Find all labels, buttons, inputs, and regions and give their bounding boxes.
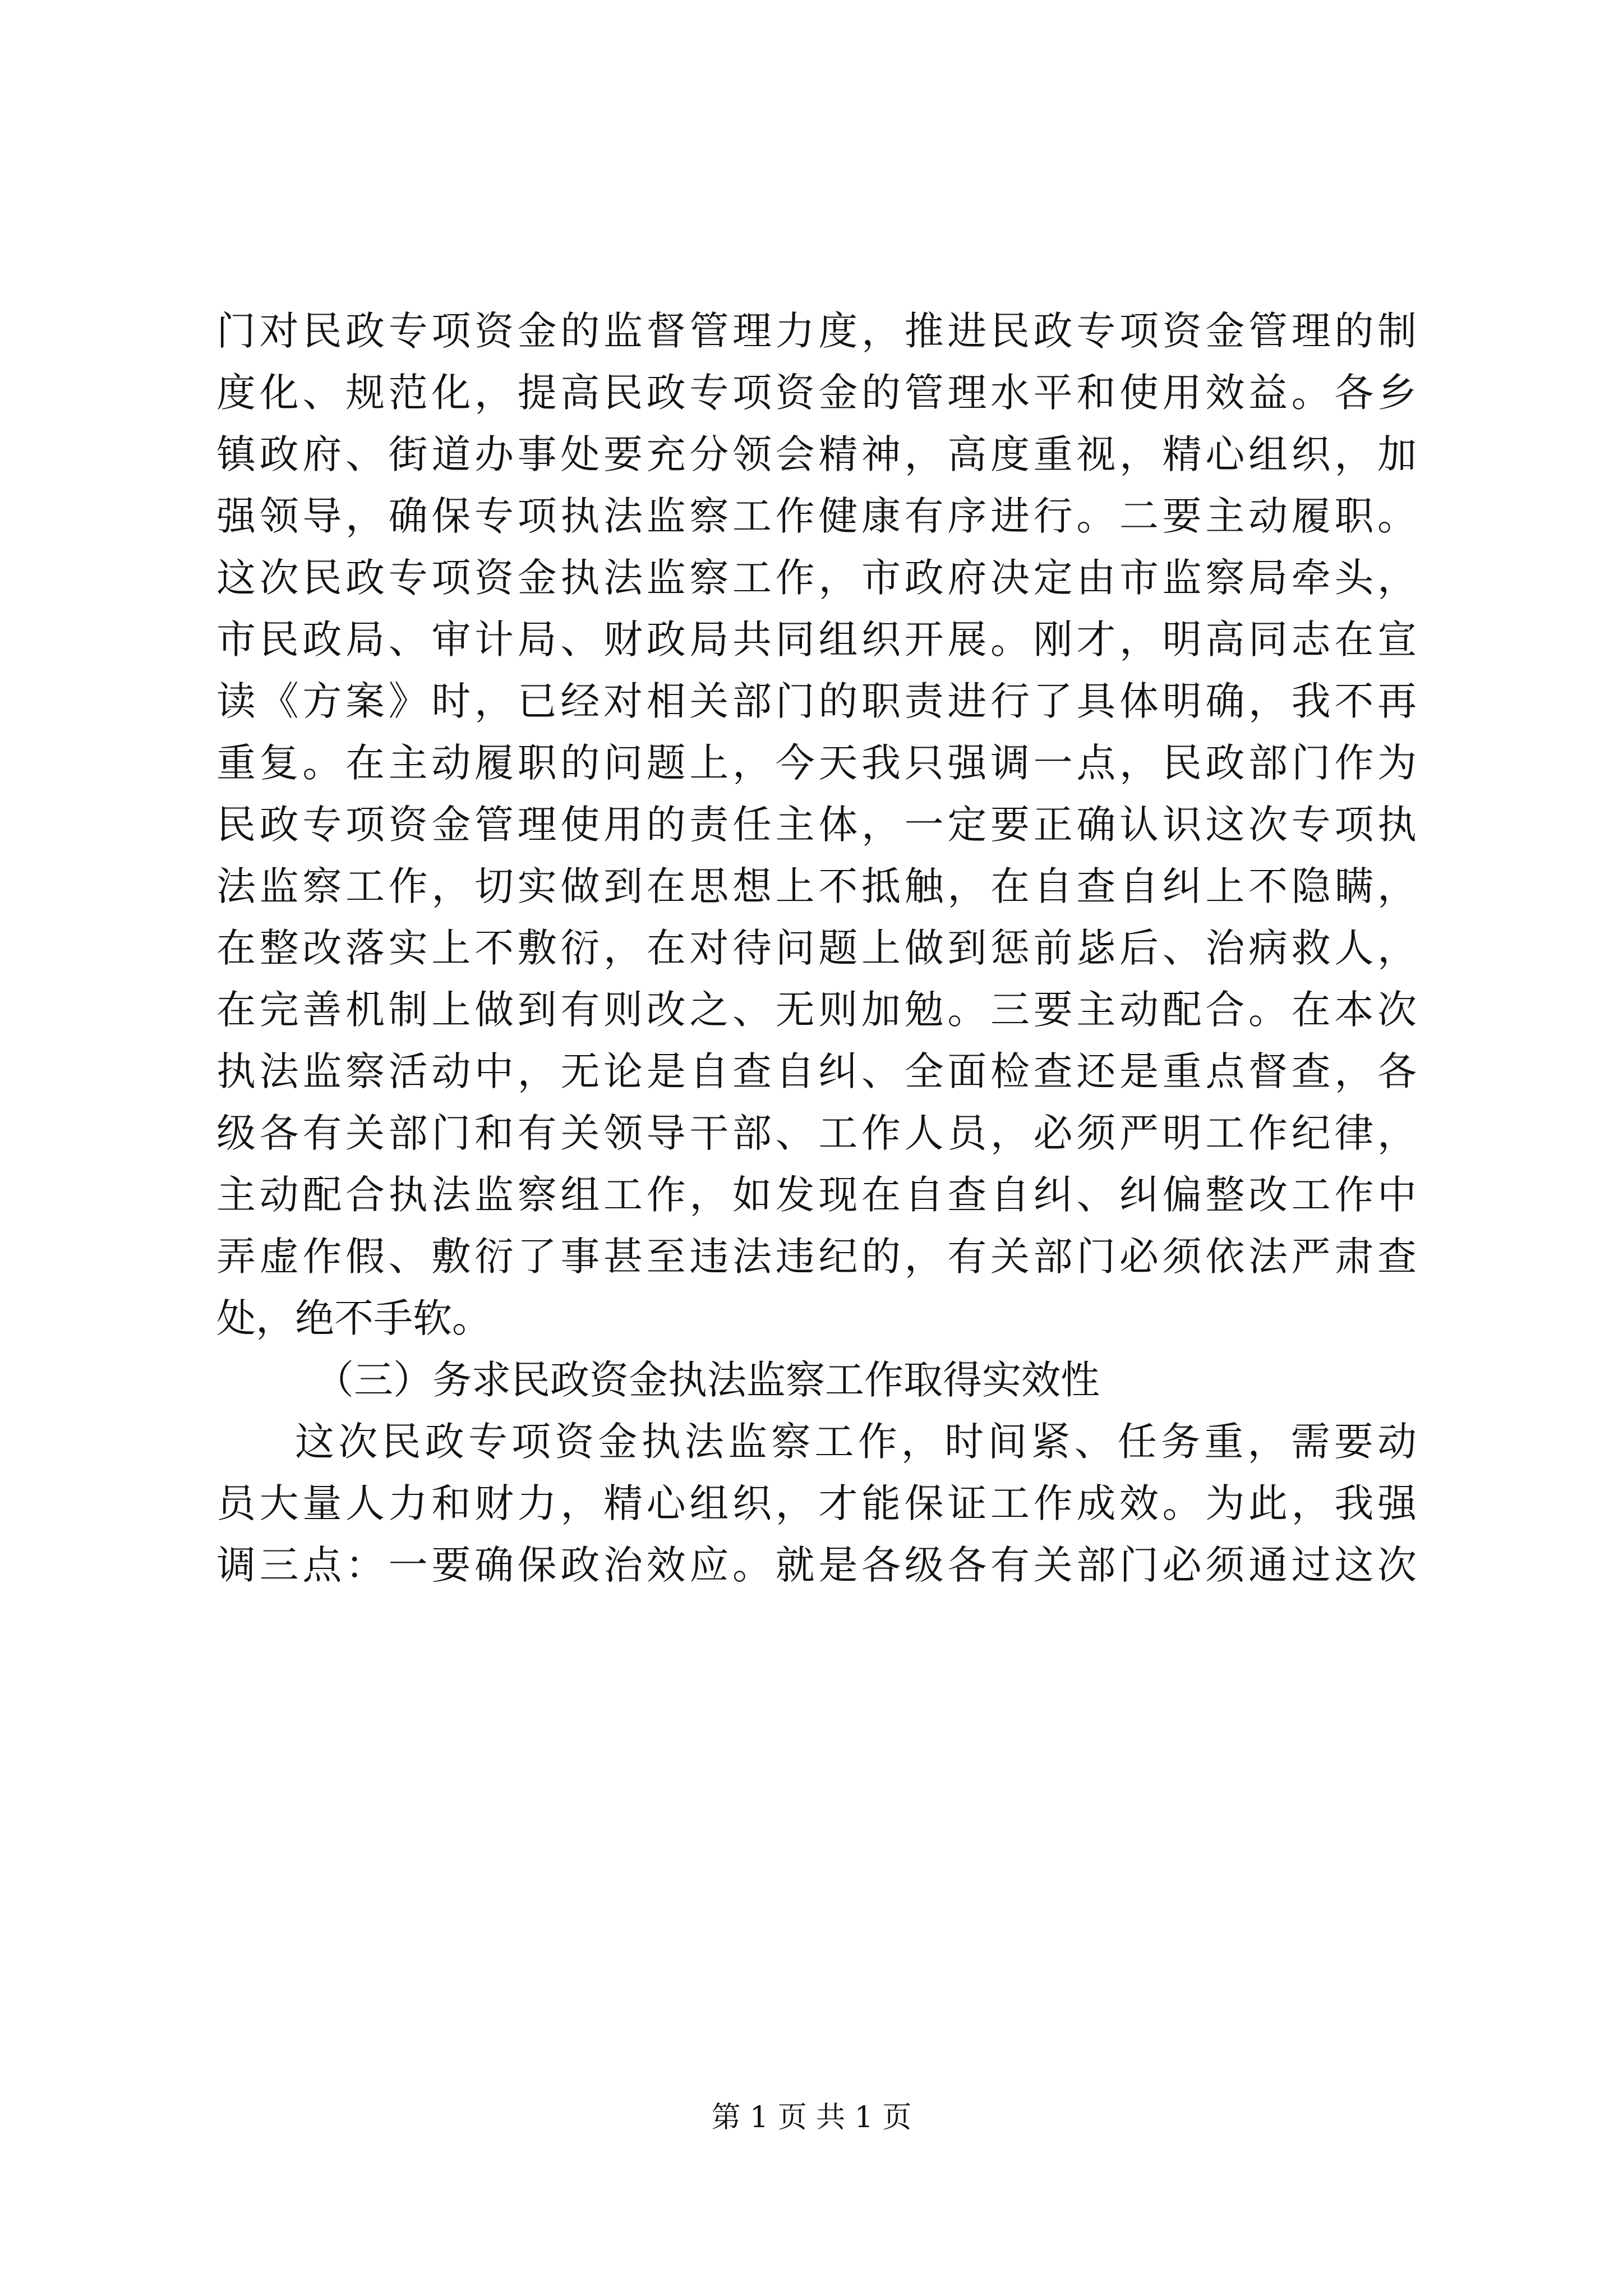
text-line: 度化、规范化，提高民政专项资金的管理水平和使用效益。各乡 [216,370,1417,416]
text-line: 执法监察活动中，无论是自查自纠、全面检查还是重点督查，各 [216,1048,1417,1094]
paragraph-1 [216,300,1417,1349]
text-line: 强领导，确保专项执法监察工作健康有序进行。二要主动履职。 [216,493,1417,539]
text-line: 门对民政专项资金的监督管理力度，推进民政专项资金管理的制 [216,308,1417,354]
text-line: 这次民政专项资金执法监察工作，市政府决定由市监察局牵头， [216,555,1417,601]
text-line: 主动配合执法监察组工作，如发现在自查自纠、纠偏整改工作中 [216,1172,1417,1218]
text-line: 级各有关部门和有关领导干部、工作人员，必须严明工作纪律， [216,1110,1417,1156]
document-body [216,300,1417,1596]
text-line: 这次民政专项资金执法监察工作，时间紧、任务重，需要动 [295,1419,1417,1465]
text-line: 重复。在主动履职的问题上，今天我只强调一点，民政部门作为 [216,740,1417,786]
text-line: 员大量人力和财力，精心组织，才能保证工作成效。为此，我强 [216,1480,1417,1526]
page-number-footer: 第 1 页 共 1 页 [711,2101,912,2134]
text-line: 读《方案》时，已经对相关部门的职责进行了具体明确，我不再 [216,678,1417,724]
section-heading: （三）务求民政资金执法监察工作取得实效性 [315,1357,1100,1403]
text-line: 镇政府、街道办事处要充分领会精神，高度重视，精心组织，加 [216,431,1417,477]
text-line: 民政专项资金管理使用的责任主体，一定要正确认识这次专项执 [216,802,1417,848]
text-line: 市民政局、审计局、财政局共同组织开展。刚才，明高同志在宣 [216,616,1417,662]
text-line: 在整改落实上不敷衍，在对待问题上做到惩前毖后、治病救人， [216,925,1417,971]
text-line: 处，绝不手软。 [216,1295,491,1341]
text-line: 法监察工作，切实做到在思想上不抵触，在自查自纠上不隐瞒， [216,863,1417,909]
text-line: 在完善机制上做到有则改之、无则加勉。三要主动配合。在本次 [216,987,1417,1033]
paragraph-2 [216,1411,1417,1596]
text-line: 调三点：一要确保政治效应。就是各级各有关部门必须通过这次 [216,1542,1417,1588]
text-line: 弄虚作假、敷衍了事甚至违法违纪的，有关部门必须依法严肃查 [216,1234,1417,1280]
